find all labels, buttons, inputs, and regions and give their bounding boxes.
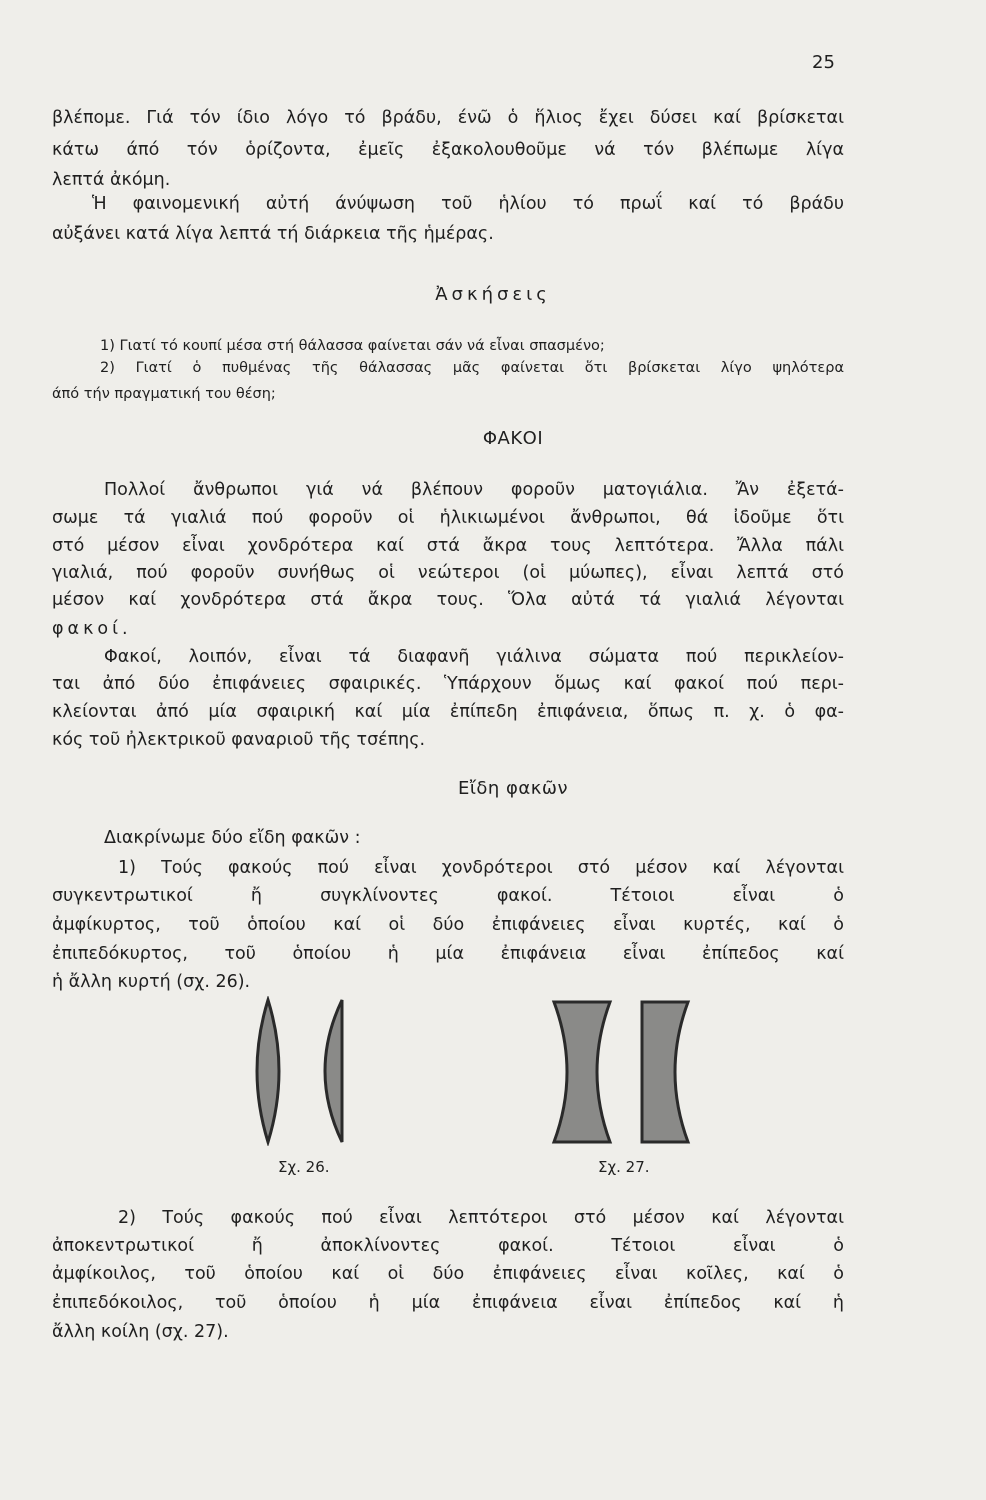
exercise-item: 2) Γιατί ὁ πυθμένας τῆς θάλασσας μᾶς φαίνεται ὅτι βρίσκεται λίγο ψηλότερα <box>100 360 844 376</box>
text-line: σωμε τά γιαλιά πού φοροῦν οἱ ἡλικιωμένοι ἄνθρωποι, θά ἰδοῦμε ὅτι <box>52 508 844 528</box>
figure-26-caption: Σχ. 26. <box>278 1158 330 1176</box>
text-line: συγκεντρωτικοί ἤ συγκλίνοντες φακοί. Τέτοιοι εἶναι ὁ <box>52 886 844 906</box>
figure-27-concave-lenses <box>548 998 698 1148</box>
text-line: ἐπιπεδόκοιλος, τοῦ ὁποίου ἡ μία ἐπιφάνεια εἶναι ἐπίπεδος καί ἡ <box>52 1293 844 1313</box>
exercise-item: 1) Γιατί τό κουπί μέσα στή θάλασσα φαίνεται σάν νά εἶναι σπασμένο; <box>100 338 605 354</box>
text-line: 2) Τούς φακούς πού εἶναι λεπτότεροι στό μέσον καί λέγονται <box>118 1208 844 1228</box>
text-line: Φακοί, λοιπόν, εἶναι τά διαφανῆ γιάλινα σώματα πού περικλείον- <box>104 647 844 667</box>
text-line: Διακρίνωμε δύο εἴδη φακῶν : <box>104 828 361 848</box>
text-line: Πολλοί ἄνθρωποι γιά νά βλέπουν φοροῦν ματογιάλια. Ἄν ἐξετά- <box>104 480 844 500</box>
text-line: κλείονται ἀπό μία σφαιρική καί μία ἐπίπεδη ἐπιφάνεια, ὅπως π. χ. ὁ φα- <box>52 702 844 722</box>
text-line: φακοί. <box>52 619 132 639</box>
text-line: αὐξάνει κατά λίγα λεπτά τή διάρκεια τῆς ἡμέρας. <box>52 224 494 244</box>
text-line: ἄλλη κοίλη (σχ. 27). <box>52 1322 229 1342</box>
biconcave-lens-shape <box>554 1002 610 1142</box>
figure-26-convex-lenses <box>244 996 354 1146</box>
text-line: ται ἀπό δύο ἐπιφάνειες σφαιρικές. Ὑπάρχουν ὅμως καί φακοί πού περι- <box>52 674 844 694</box>
text-line: βλέπομε. Γιά τόν ίδιο λόγο τό βράδυ, ένῶ ὁ ἥλιος ἔχει δύσει καί βρίσκεται <box>52 108 844 128</box>
types-heading: Εἴδη φακῶν <box>457 778 569 799</box>
text-line: μέσον καί χονδρότερα στά ἄκρα τους. Ὅλα αὐτά τά γιαλιά λέγονται <box>52 590 844 610</box>
text-line: ἐπιπεδόκυρτος, τοῦ ὁποίου ἡ μία ἐπιφάνεια εἶναι ἐπίπεδος καί <box>52 944 844 964</box>
text-line: λεπτά ἀκόμη. <box>52 170 171 190</box>
text-line: ἡ ἄλλη κυρτή (σχ. 26). <box>52 972 251 992</box>
text-line: στό μέσον εἶναι χονδρότερα καί στά ἄκρα τους λεπτότερα. Ἄλλα πάλι <box>52 536 844 556</box>
lenses-heading: ΦΑΚΟΙ <box>482 428 544 449</box>
text-line: ἀμφίκοιλος, τοῦ ὁποίου καί οἱ δύο ἐπιφάνειες εἶναι κοῖλες, καί ὁ <box>52 1264 844 1284</box>
plano-convex-lens-shape <box>325 1000 342 1142</box>
text-line: ἀποκεντρωτικοί ἤ ἀποκλίνοντες φακοί. Τέτοιοι εἶναι ὁ <box>52 1236 844 1256</box>
figure-27-caption: Σχ. 27. <box>598 1158 650 1176</box>
text-line: κάτω άπό τόν ὁρίζοντα, ἐμεῖς ἐξακολουθοῦμε νά τόν βλέπωμε λίγα <box>52 140 844 160</box>
exercise-item: άπό τήν πραγματική του θέση; <box>52 386 276 402</box>
text-line: 1) Τούς φακούς πού εἶναι χονδρότεροι στό μέσον καί λέγονται <box>118 858 844 878</box>
text-line: ἀμφίκυρτος, τοῦ ὁποίου καί οἱ δύο ἐπιφάνειες εἶναι κυρτές, καί ὁ <box>52 915 844 935</box>
biconvex-lens-shape <box>257 1000 279 1142</box>
text-line: γιαλιά, πού φοροῦν συνήθως οἱ νεώτεροι (οἱ μύωπες), εἶναι λεπτά στό <box>52 563 844 583</box>
text-line: Ἡ φαινομενική αὐτή άνύψωση τοῦ ἡλίου τό πρωΐ καί τό βράδυ <box>92 194 844 214</box>
exercises-heading: Ἀσκήσεις <box>435 284 551 305</box>
text-line: κός τοῦ ἠλεκτρικοῦ φαναριοῦ τῆς τσέπης. <box>52 730 426 750</box>
plano-concave-lens-shape <box>642 1002 688 1142</box>
page-number: 25 <box>812 52 835 73</box>
